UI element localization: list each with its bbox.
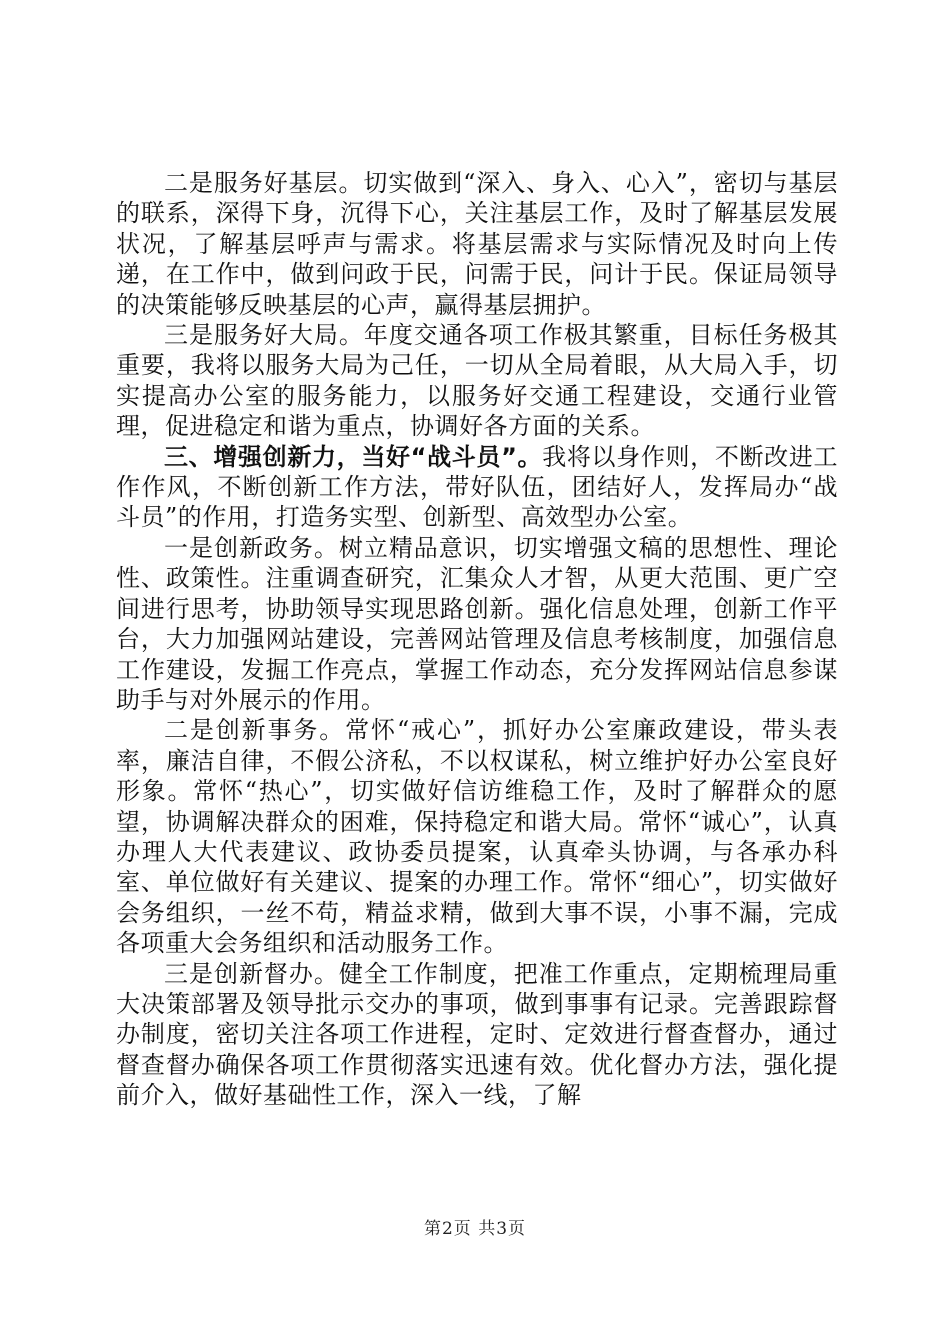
paragraph-innovate-affairs	[116, 715, 838, 958]
paragraph-text: 三是服务好大局。年度交通各项工作极其繁重，目标任务极其重要，我将以服务大局为己任，一切从全局着眼，从大局入手，切实提高办公室的服务能力，以服务好交通工程建设，交通行业管理，促进稳定和谐为重点，协调好各方面的关系。	[116, 321, 838, 441]
section-heading: 三、增强创新力，当好“战斗员”。	[164, 442, 543, 471]
paragraph-innovate-supervision	[116, 959, 838, 1111]
paragraph-text: 一是创新政务。树立精品意识，切实增强文稿的思想性、理论性、政策性。注重调查研究，汇集众人才智，从更大范围、更广空间进行思考，协助领导实现思路创新。强化信息处理，创新工作平台，大力加强网站建设，完善网站管理及信息考核制度，加强信息工作建设，发掘工作亮点，掌握工作动态，充分发挥网站信息参谋助手与对外展示的作用。	[116, 533, 838, 714]
document-body	[116, 168, 838, 1111]
paragraph-text: 三是创新督办。健全工作制度，把准工作重点，定期梳理局重大决策部署及领导批示交办的事项，做到事事有记录。完善跟踪督办制度，密切关注各项工作进程，定时、定效进行督查督办，通过督查督办确保各项工作贯彻落实迅速有效。优化督办方法，强化提前介入，做好基础性工作，深入一线，了解	[116, 959, 838, 1110]
page-number-footer: 第2页 共3页	[423, 1219, 527, 1239]
paragraph-text: 二是服务好基层。切实做到“深入、身入、心入”，密切与基层的联系，深得下身，沉得下心，关注基层工作，及时了解基层发展状况，了解基层呼声与需求。将基层需求与实际情况及时向上传递，在工作中，做到问政于民，问需于民，问计于民。保证局领导的决策能够反映基层的心声，赢得基层拥护。	[116, 169, 838, 319]
paragraph-innovate-government	[116, 533, 838, 715]
paragraph-section-three	[116, 442, 838, 533]
paragraph-text: 我将以身作则，不断改进工作作风，不断创新工作方法，带好队伍，团结好人，发挥局办“战斗员”的作用，打造务实型、创新型、高效型办公室。	[116, 442, 839, 532]
paragraph-serve-overall	[116, 320, 838, 442]
paragraph-serve-grassroots	[116, 168, 838, 320]
paragraph-text: 二是创新事务。常怀“戒心”，抓好办公室廉政建设，带头表率，廉洁自律，不假公济私，不以权谋私，树立维护好办公室良好形象。常怀“热心”，切实做好信访维稳工作，及时了解群众的愿望，协调解决群众的困难，保持稳定和谐大局。常怀“诚心”，认真办理人大代表建议、政协委员提案，认真牵头协调，与各承办科室、单位做好有关建议、提案的办理工作。常怀“细心”，切实做好会务组织，一丝不苟，精益求精，做到大事不误，小事不漏，完成各项重大会务组织和活动服务工作。	[116, 716, 838, 958]
